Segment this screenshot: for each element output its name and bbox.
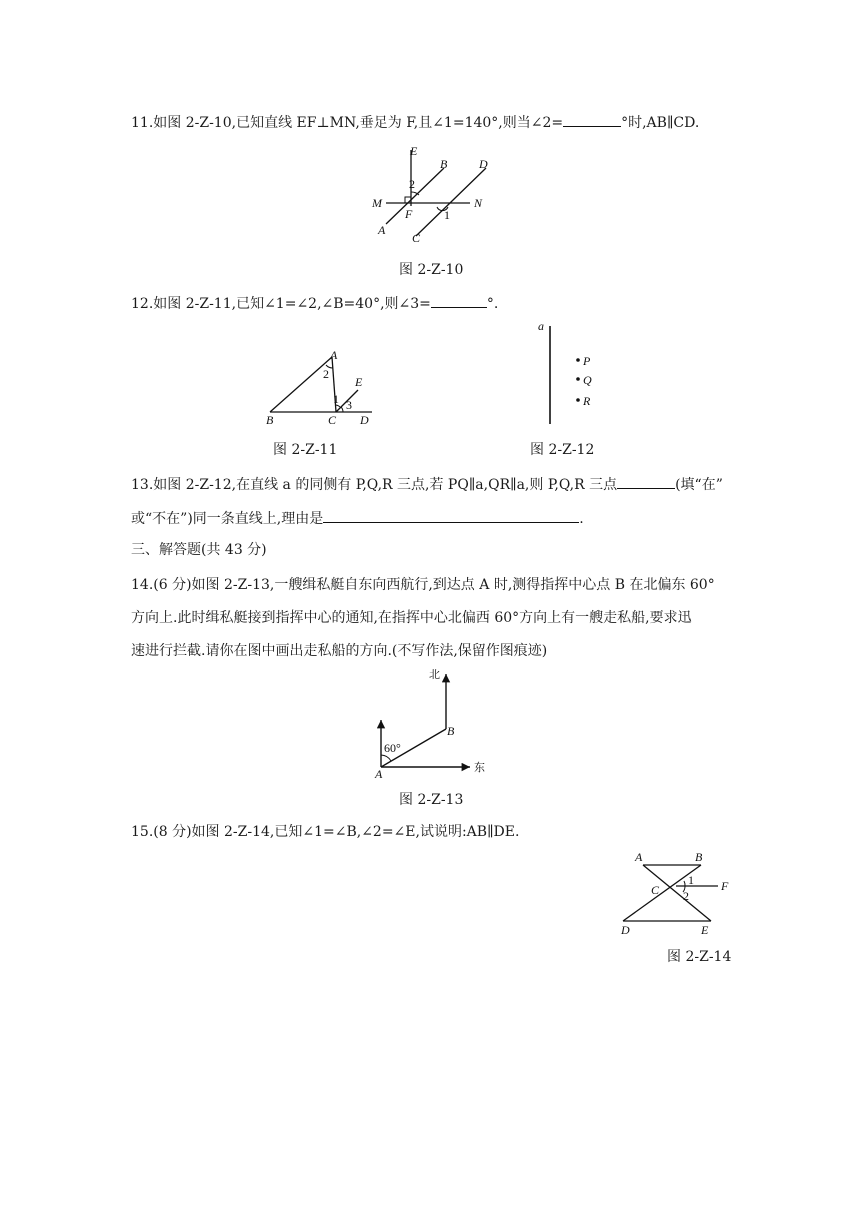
fig11-angle-2: 2 [323,367,329,381]
figure-2-z-12 [535,318,605,428]
fig14-angle-1: 1 [688,873,694,887]
q13-answer-blank-2[interactable] [323,508,579,523]
fig13-label-B: B [447,724,455,738]
caption-fig-2-z-12: 图 2-Z-12 [530,442,595,458]
q13-line2-post: . [579,511,584,527]
fig10-label-M: M [372,196,382,210]
q11-text [131,112,699,133]
fig10-label-C: C [412,231,421,245]
fig11-label-E: E [355,375,363,389]
fig13-angle-60: 60° [384,741,401,755]
q14-line3: 速进行拦截.请你在图中画出走私船的方向.(不写作法,保留作图痕迹) [131,643,548,659]
fig11-angle-3: 3 [346,398,352,412]
caption-fig-2-z-11: 图 2-Z-11 [273,442,338,458]
fig10-angle-2: 2 [409,177,415,191]
fig10-label-F: F [405,207,413,221]
fig10-label-N: N [474,196,483,210]
fig14-label-C: C [651,883,660,897]
caption-fig-2-z-14: 图 2-Z-14 [667,949,732,965]
figure-2-z-10 [368,140,508,250]
q12-text [131,293,498,314]
q13-answer-blank-1[interactable] [617,474,675,489]
fig10-angle-1: 1 [444,208,450,222]
fig14-angle-2: 2 [683,889,689,903]
q12-post: °. [486,296,499,312]
figure-2-z-13 [368,664,498,780]
q13-line2 [131,508,584,529]
fig10-label-B: B [440,157,448,171]
caption-fig-2-z-13: 图 2-Z-13 [399,792,464,808]
caption-fig-2-z-10: 图 2-Z-10 [399,262,464,278]
q11-post: °时,AB∥CD. [621,115,700,131]
q13-mid: (填“在” [675,477,723,493]
q12-pre: 12.如图 2-Z-11,已知∠1=∠2,∠B=40°,则∠3= [131,296,431,312]
q12-answer-blank[interactable] [431,293,487,308]
fig12-label-R: R [583,394,591,408]
figure-2-z-14 [615,846,740,938]
fig13-east-label: 东 [474,761,485,774]
fig13-label-A: A [375,767,383,780]
q15-text: 15.(8 分)如图 2-Z-14,已知∠1=∠B,∠2=∠E,试说明:AB∥DE. [131,824,520,840]
fig14-label-B: B [695,850,703,864]
figure-2-z-11 [262,345,382,427]
fig14-label-F: F [721,879,729,893]
fig10-label-A: A [378,223,386,237]
fig11-label-A: A [330,348,338,362]
fig14-label-A: A [635,850,643,864]
q14-line2: 方向上.此时缉私艇接到指挥中心的通知,在指挥中心北偏西 60°方向上有一艘走私船,要求迅 [131,610,692,626]
fig13-north-label: 北 [429,668,440,681]
fig11-label-C: C [328,413,337,427]
fig10-label-E: E [410,144,418,158]
q13-line2-pre: 或“不在”)同一条直线上,理由是 [131,511,324,527]
fig12-label-P: P [583,354,591,368]
q14-line1: 14.(6 分)如图 2-Z-13,一艘缉私艇自东向西航行,到达点 A 时,测得指挥中心点 B 在北偏东 60° [131,577,715,593]
q13-line1 [131,474,723,495]
fig14-label-D: D [621,923,630,937]
fig12-label-Q: Q [583,373,592,387]
fig14-label-E: E [701,923,709,937]
fig11-label-B: B [266,413,274,427]
q13-pre: 13.如图 2-Z-12,在直线 a 的同侧有 P,Q,R 三点,若 PQ∥a,QR∥a,则 P,Q,R 三点 [131,477,618,493]
q11-pre: 11.如图 2-Z-10,已知直线 EF⊥MN,垂足为 F,且∠1=140°,则当∠2= [131,115,564,131]
fig12-label-a: a [538,319,544,333]
q11-answer-blank[interactable] [563,112,621,127]
fig11-label-D: D [360,413,369,427]
fig10-label-D: D [479,157,488,171]
fig11-angle-1: 1 [333,392,339,406]
section-3-title: 三、解答题(共 43 分) [131,542,267,558]
